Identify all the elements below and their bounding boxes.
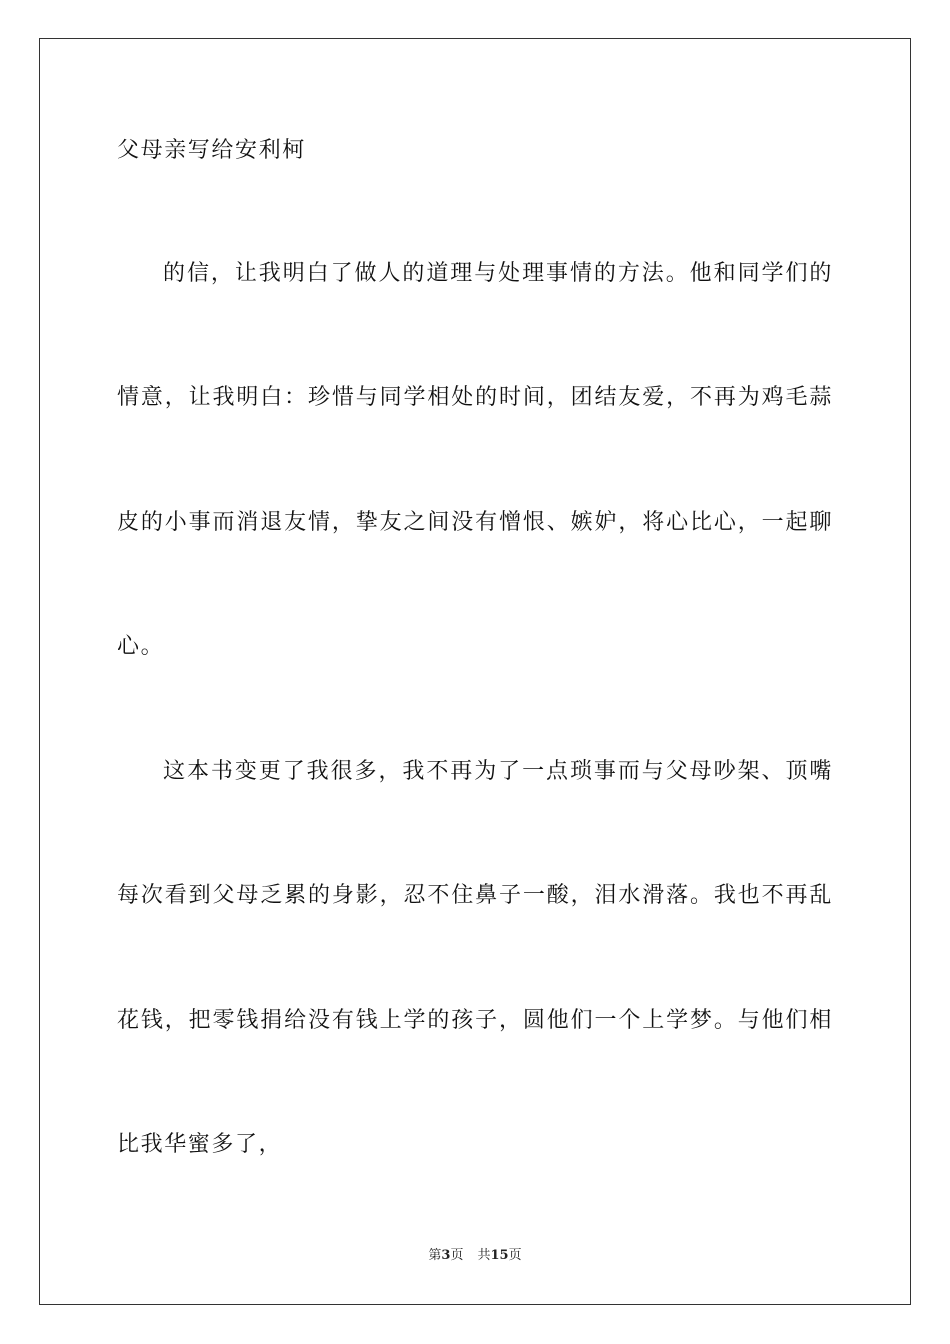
text-line-7: 每次看到父母乏累的身影，忍不住鼻子一酸，泪水滑落。我也不再乱 (117, 883, 833, 908)
text-line-2: 的信，让我明白了做人的道理与处理事情的方法。他和同学们的 (163, 261, 833, 286)
total-suffix: 页 (508, 1248, 522, 1263)
text-line-5: 心。 (117, 634, 165, 659)
text-line-3: 情意，让我明白：珍惜与同学相处的时间，团结友爱，不再为鸡毛蒜 (117, 385, 833, 410)
text-line-9: 比我华蜜多了， (117, 1132, 283, 1157)
total-pages: 15 (490, 1248, 509, 1263)
text-line-6: 这本书变更了我很多，我不再为了一点琐事而与父母吵架、顶嘴 (163, 759, 833, 784)
text-line-1: 父母亲写给安利柯 (117, 138, 306, 163)
page-border (39, 38, 911, 1305)
total-prefix: 共 (477, 1248, 491, 1263)
page-prefix: 第 (428, 1248, 442, 1263)
text-line-8: 花钱，把零钱捐给没有钱上学的孩子，圆他们一个上学梦。与他们相 (117, 1008, 833, 1033)
page-footer (0, 1247, 950, 1265)
page-number: 3 (441, 1248, 451, 1263)
page-suffix: 页 (450, 1248, 464, 1263)
text-line-4: 皮的小事而消退友情，挚友之间没有憎恨、嫉妒，将心比心，一起聊 (117, 510, 833, 535)
